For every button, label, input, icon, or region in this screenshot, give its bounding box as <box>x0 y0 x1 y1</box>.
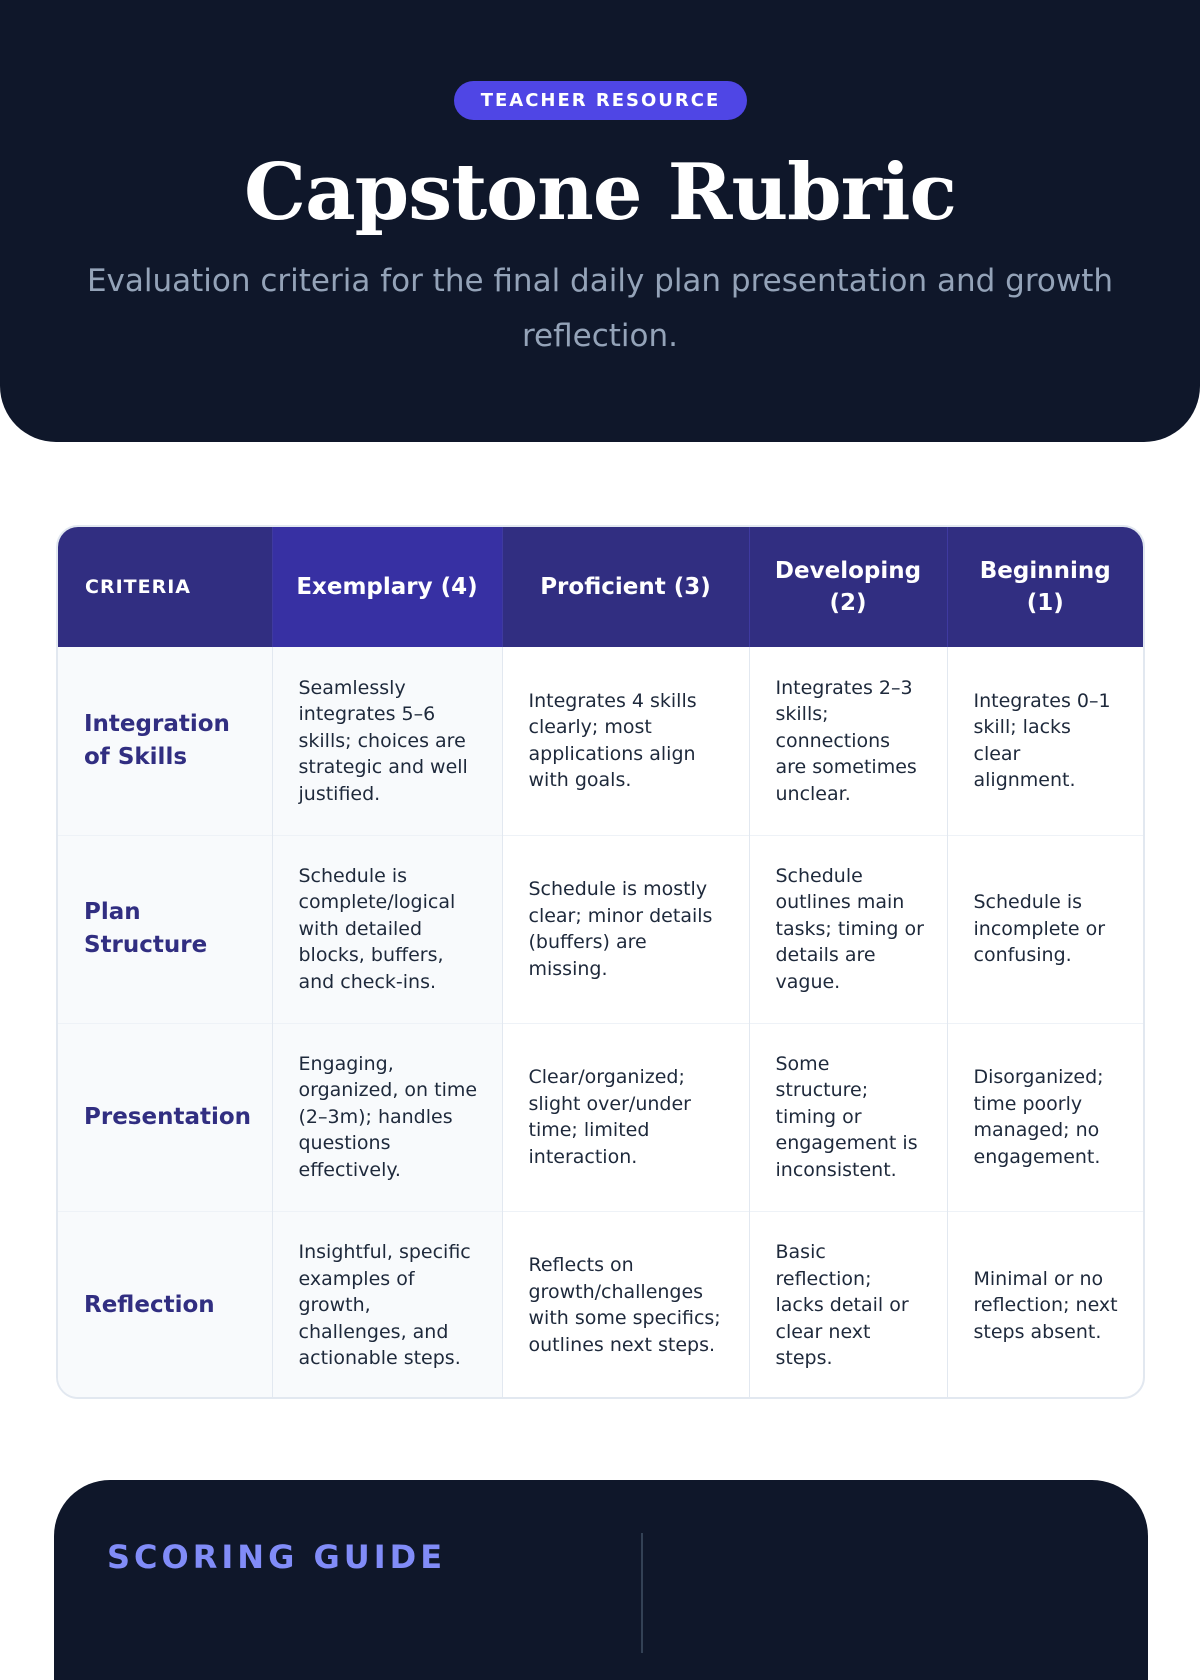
header-row <box>58 527 1143 647</box>
developing-cell: Schedule outlines main tasks; timing or details are vague. <box>749 835 947 1023</box>
proficient-cell: Reflects on growth/challenges with some specifics; outlines next steps. <box>502 1211 749 1399</box>
teacher-resource-badge: TEACHER RESOURCE <box>454 81 747 120</box>
proficient-cell: Clear/organized; slight over/under time; limited interaction. <box>502 1023 749 1211</box>
developing-cell: Basic reflection; lacks detail or clear next steps. <box>749 1211 947 1399</box>
page-subtitle: Evaluation criteria for the final daily plan presentation and growth reflection. <box>86 263 1114 354</box>
column-header-developing: Developing (2) <box>749 527 947 647</box>
column-header-exemplary: Exemplary (4) <box>272 527 502 647</box>
beginning-cell: Disorganized; time poorly managed; no engagement. <box>947 1023 1143 1211</box>
scoring-guide-title: SCORING GUIDE <box>107 1538 447 1576</box>
exemplary-cell: Engaging, organized, on time (2–3m); handles questions effectively. <box>272 1023 502 1211</box>
hero-header <box>0 0 1200 442</box>
proficient-cell: Schedule is mostly clear; minor details (buffers) are missing. <box>502 835 749 1023</box>
table-row <box>58 835 1143 1023</box>
beginning-cell: Integrates 0–1 skill; lacks clear alignment. <box>947 647 1143 835</box>
column-header-criteria: CRITERIA <box>58 527 272 647</box>
table-row <box>58 1023 1143 1211</box>
scoring-guide-panel <box>54 1480 1148 1680</box>
scoring-divider <box>641 1533 643 1653</box>
proficient-cell: Integrates 4 skills clearly; most applications align with goals. <box>502 647 749 835</box>
developing-cell: Integrates 2–3 skills; connections are sometimes unclear. <box>749 647 947 835</box>
column-header-proficient: Proficient (3) <box>502 527 749 647</box>
beginning-cell: Minimal or no reflection; next steps absent. <box>947 1211 1143 1399</box>
criterion-cell: Integration of Skills <box>58 647 272 835</box>
rubric-table <box>58 527 1143 1399</box>
exemplary-cell: Seamlessly integrates 5–6 skills; choices are strategic and well justified. <box>272 647 502 835</box>
table-row <box>58 647 1143 835</box>
developing-cell: Some structure; timing or engagement is inconsistent. <box>749 1023 947 1211</box>
rubric-table-container <box>56 525 1145 1399</box>
exemplary-cell: Insightful, specific examples of growth, challenges, and actionable steps. <box>272 1211 502 1399</box>
rubric-table-body <box>58 647 1143 1399</box>
beginning-cell: Schedule is incomplete or confusing. <box>947 835 1143 1023</box>
table-row <box>58 1211 1143 1399</box>
rubric-table-header <box>58 527 1143 647</box>
column-header-beginning: Beginning (1) <box>947 527 1143 647</box>
criterion-cell: Reflection <box>58 1211 272 1399</box>
criterion-cell: Presentation <box>58 1023 272 1211</box>
page-title: Capstone Rubric <box>244 147 956 238</box>
criterion-cell: Plan Structure <box>58 835 272 1023</box>
exemplary-cell: Schedule is complete/logical with detailed blocks, buffers, and check-ins. <box>272 835 502 1023</box>
